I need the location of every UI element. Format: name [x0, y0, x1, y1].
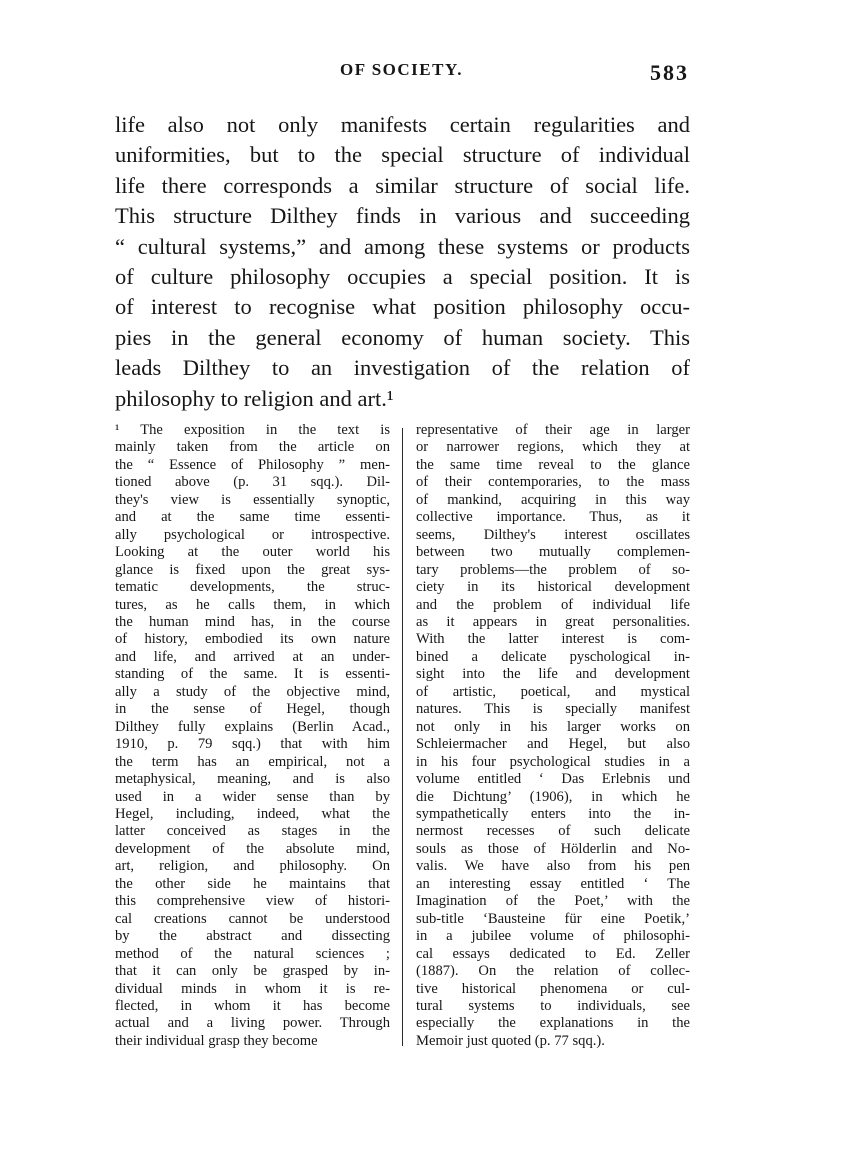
footnote-line: and at the same time essenti- — [115, 509, 390, 526]
footnote-line: or narrower regions, which they at — [416, 439, 690, 456]
body-line: uniformities, but to the special structure of individual — [115, 142, 690, 168]
footnote-line: 1910, p. 79 sqq.) that with him — [115, 736, 390, 753]
footnote-line: the same time reveal to the glance — [416, 456, 690, 473]
footnote-line: tary problems—the problem of so- — [416, 561, 690, 578]
footnote-line: in his four psychological studies in a — [416, 753, 690, 770]
footnote-right-column — [416, 422, 690, 1050]
body-line: leads Dilthey to an investigation of the relation of — [115, 355, 690, 381]
footnote-line: in the sense of Hegel, though — [115, 701, 390, 718]
footnote-line: the term has an empirical, not a — [115, 753, 390, 770]
footnote-line: Hegel, including, indeed, what the — [115, 805, 390, 822]
footnote-line: dividual minds in whom it is re- — [115, 980, 390, 997]
footnote-line: especially the explanations in the — [416, 1015, 690, 1032]
running-head: OF SOCIETY. — [340, 60, 463, 79]
footnote-line: actual and a living power. Through — [115, 1015, 390, 1032]
footnote-line: sub-title ‘Bausteine für eine Poetik,’ — [416, 910, 690, 927]
footnote-line: method of the natural sciences ; — [115, 945, 390, 962]
footnote-line: metaphysical, meaning, and is also — [115, 771, 390, 788]
footnote-line: representative of their age in larger — [416, 422, 690, 438]
footnote-line: this comprehensive view of histori- — [115, 893, 390, 910]
footnote-line: Schleiermacher and Hegel, but also — [416, 736, 690, 753]
footnote-line: the other side he maintains that — [115, 875, 390, 892]
body-line: of culture philosophy occupies a special position. It is — [115, 264, 690, 290]
footnote-line: of mankind, acquiring in this way — [416, 491, 690, 508]
footnote-line: and life, and arrived at an under- — [115, 648, 390, 665]
footnote-line: used in a wider sense than by — [115, 788, 390, 805]
footnote-line: of their contemporaries, to the mass — [416, 474, 690, 491]
footnote-line: as it appears in great personalities. — [416, 613, 690, 630]
footnote-line: that it can only be grasped by in- — [115, 963, 390, 980]
footnote-line: standing of the same. It is essenti- — [115, 666, 390, 683]
footnote-line: die Dichtung’ (1906), in which he — [416, 788, 690, 805]
footnote-line: art, religion, and philosophy. On — [115, 858, 390, 875]
footnote-line: cal essays dedicated to Ed. Zeller — [416, 945, 690, 962]
footnote-line: between two mutually complemen- — [416, 544, 690, 561]
footnote-line: Imagination of the Poet,’ with the — [416, 893, 690, 910]
footnote-left-column — [115, 422, 390, 1050]
footnote-line: mainly taken from the article on — [115, 439, 390, 456]
footnote-line: seems, Dilthey's interest oscillates — [416, 526, 690, 543]
footnote-line: bined a delicate pyschological in- — [416, 648, 690, 665]
footnote-line: of artistic, poetical, and mystical — [416, 683, 690, 700]
body-line: life there corresponds a similar structure of social life. — [115, 172, 690, 198]
footnote-line: glance is fixed upon the great sys- — [115, 561, 390, 578]
footnote-line: in a jubilee volume of philosophi- — [416, 928, 690, 945]
footnote-line: natures. This is specially manifest — [416, 701, 690, 718]
footnote-line: ciety in its historical development — [416, 579, 690, 596]
footnote-line: With the latter interest is com- — [416, 631, 690, 648]
footnote-line: an interesting essay entitled ‘ The — [416, 875, 690, 892]
footnote-line: ally a study of the objective mind, — [115, 683, 390, 700]
body-line: life also not only manifests certain regularities and — [115, 112, 690, 137]
footnote-line: tive historical phenomena or cul- — [416, 980, 690, 997]
footnote-line: flected, in whom it has become — [115, 997, 390, 1014]
footnote-line: tematic developments, the struc- — [115, 579, 390, 596]
footnote-line: valis. We have also from his pen — [416, 858, 690, 875]
footnote-line: ally psychological or introspective. — [115, 526, 390, 543]
footnote-line: latter conceived as stages in the — [115, 823, 390, 840]
page-number: 583 — [650, 60, 689, 85]
footnote-line: of history, embodied its own nature — [115, 631, 390, 648]
footnote-line: development of the absolute mind, — [115, 840, 390, 857]
column-divider — [402, 428, 403, 1046]
footnote-line: cal creations cannot be understood — [115, 910, 390, 927]
footnote-line: Memoir just quoted (p. 77 sqq.). — [416, 1032, 605, 1049]
footnote-line: nermost recesses of such delicate — [416, 823, 690, 840]
footnote-line: (1887). On the relation of collec- — [416, 963, 690, 980]
footnote-line: their individual grasp they become — [115, 1032, 318, 1049]
body-line: philosophy to religion and art.¹ — [115, 385, 394, 411]
body-line: This structure Dilthey finds in various and succeeding — [115, 203, 690, 229]
footnote-line: they's view is essentially synoptic, — [115, 491, 390, 508]
body-line: of interest to recognise what position philosophy occu- — [115, 294, 690, 320]
footnote-line: Looking at the outer world his — [115, 544, 390, 561]
footnote-line: the human mind has, in the course — [115, 613, 390, 630]
footnote-line: tural systems to individuals, see — [416, 997, 690, 1014]
footnote-line: Dilthey fully explains (Berlin Acad., — [115, 718, 390, 735]
footnote-line: tures, as he calls them, in which — [115, 596, 390, 613]
body-line: “ cultural systems,” and among these systems or products — [115, 233, 690, 259]
footnote-line: souls as those of Hölderlin and No- — [416, 840, 690, 857]
body-paragraph — [115, 110, 690, 414]
footnote-line: and the problem of individual life — [416, 596, 690, 613]
footnote-line: volume entitled ‘ Das Erlebnis und — [416, 771, 690, 788]
footnote-line: tioned above (p. 31 sqq.). Dil- — [115, 474, 390, 491]
footnote-line: ¹ The exposition in the text is — [115, 422, 390, 438]
footnote-line: sympathetically enters into the in- — [416, 805, 690, 822]
footnote-line: the “ Essence of Philosophy ” men- — [115, 456, 390, 473]
body-line: pies in the general economy of human society. This — [115, 324, 690, 350]
footnote-line: by the abstract and dissecting — [115, 928, 390, 945]
footnote-line: not only in his larger works on — [416, 718, 690, 735]
footnote-line: collective importance. Thus, as it — [416, 509, 690, 526]
footnote-line: sight into the life and development — [416, 666, 690, 683]
